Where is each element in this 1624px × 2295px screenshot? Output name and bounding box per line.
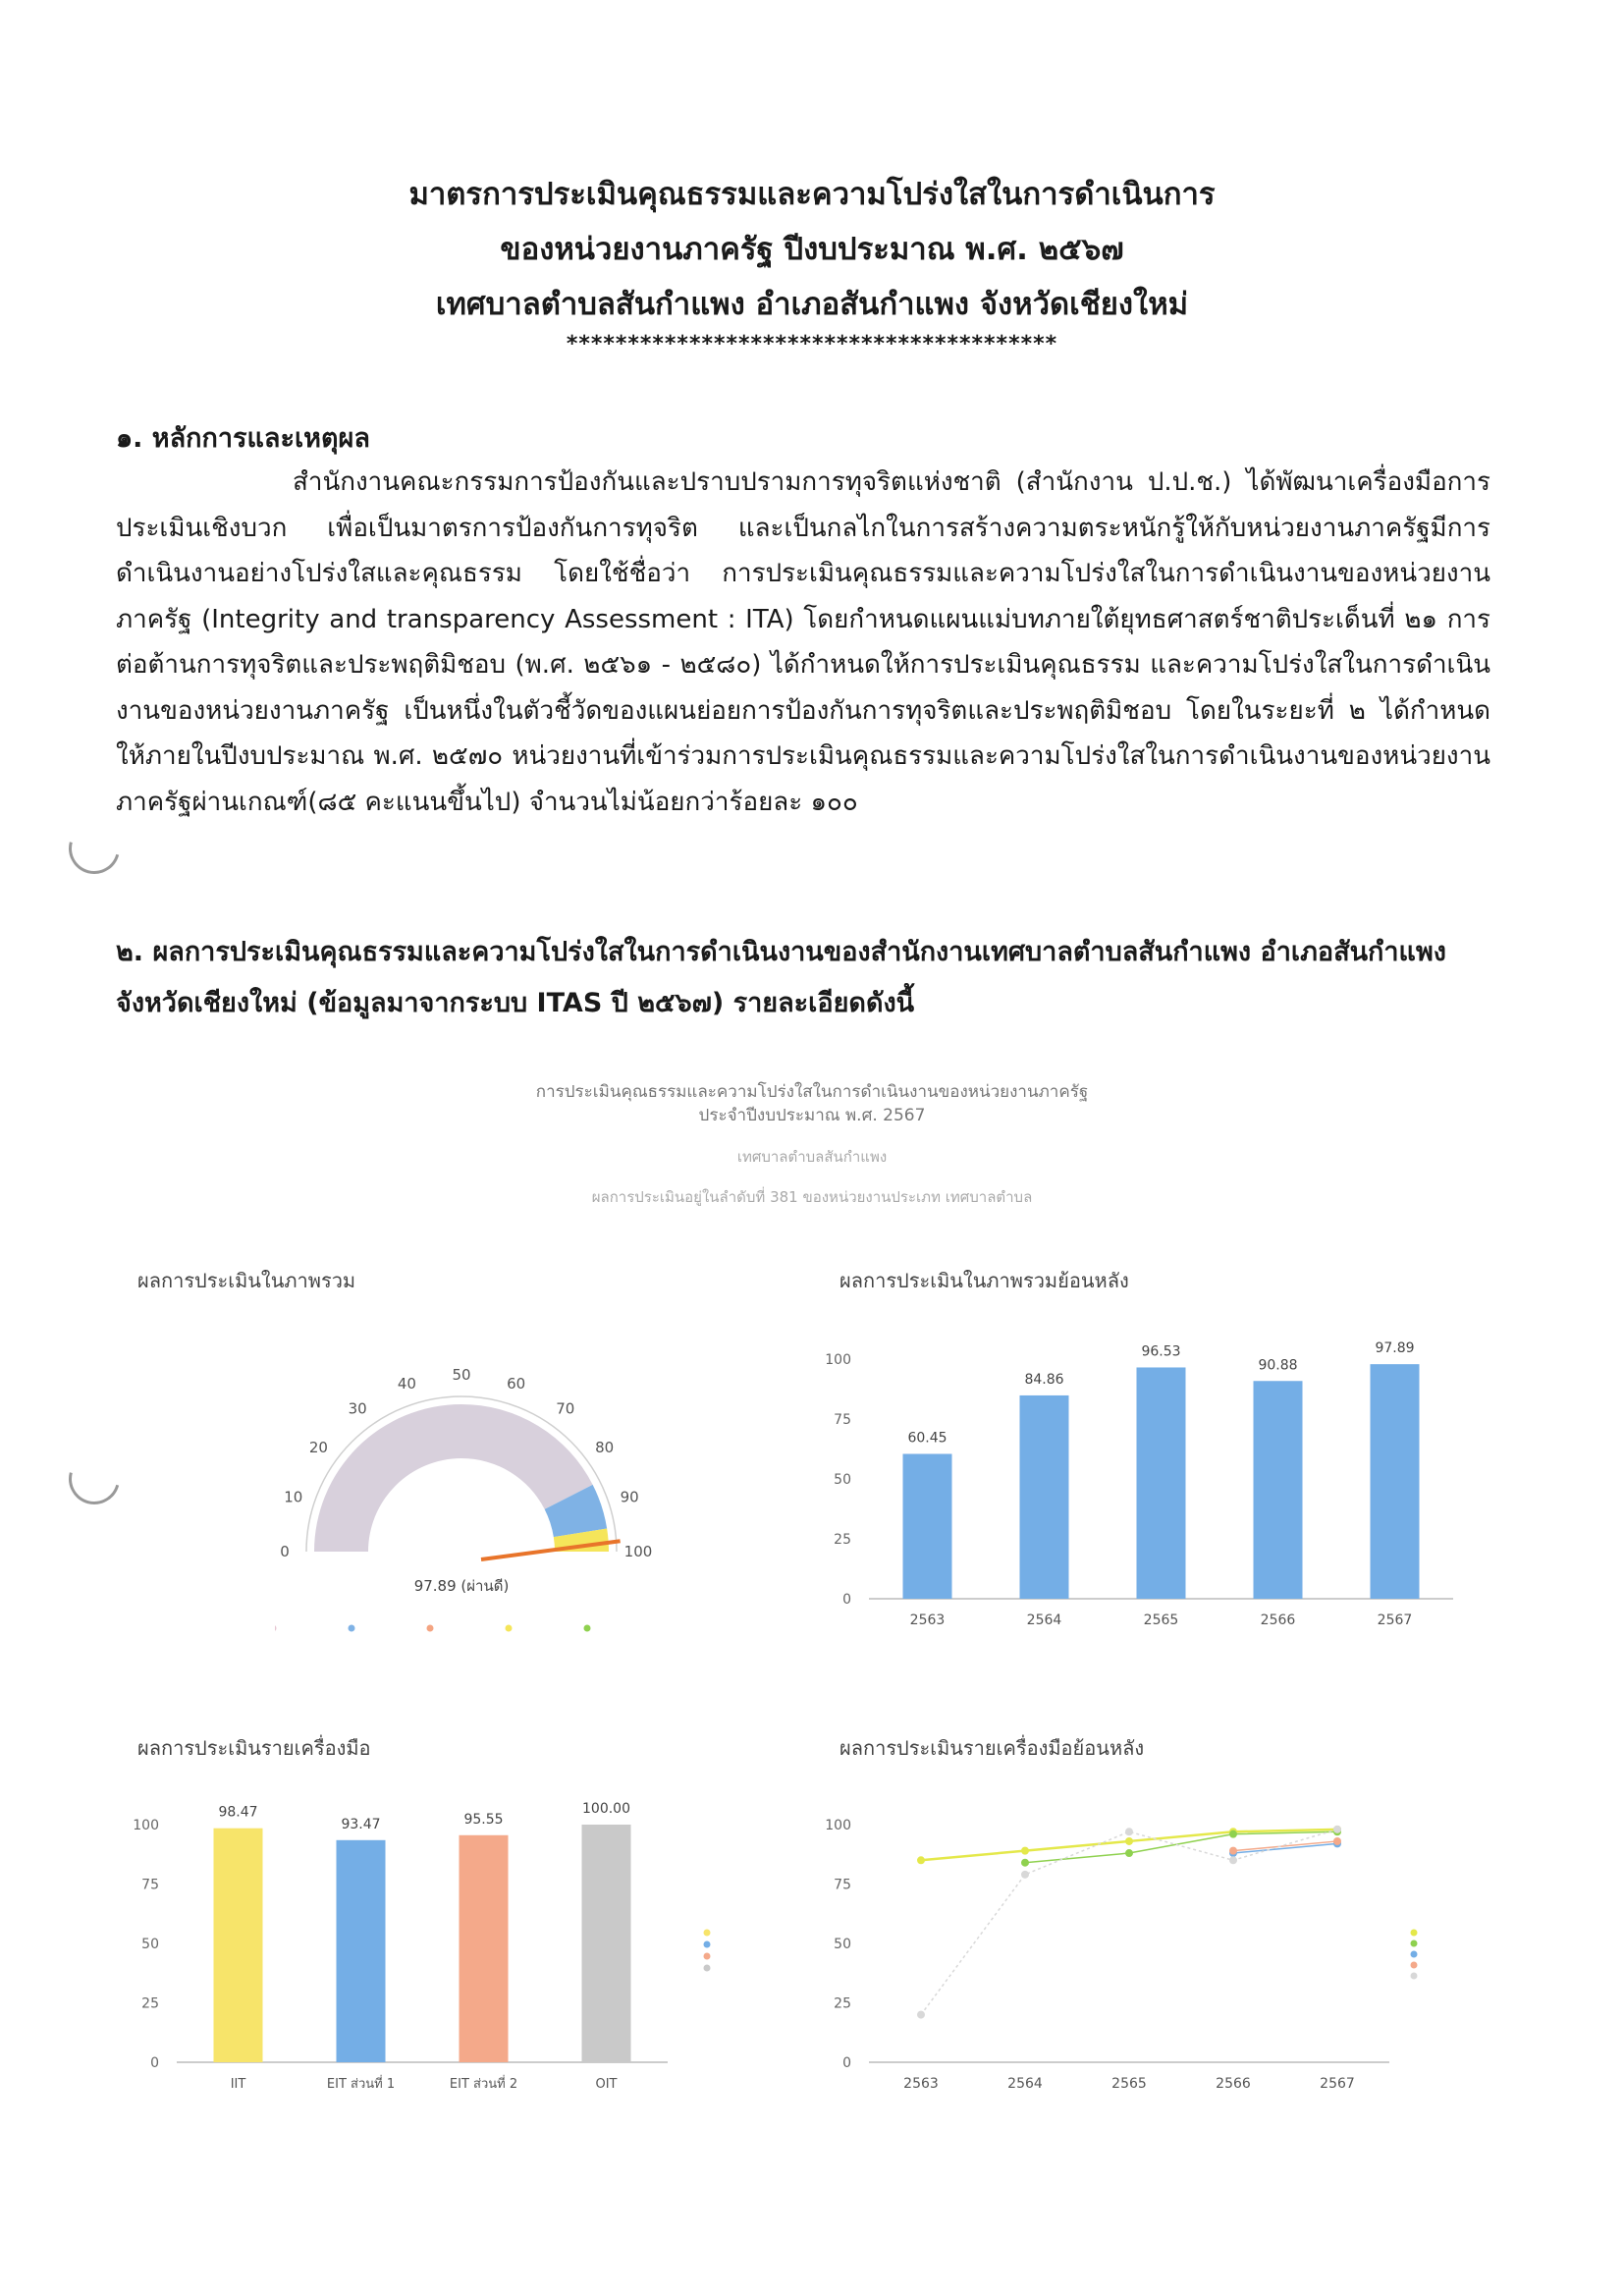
tool-bar [337, 1840, 386, 2062]
tool-line-ytick: 50 [834, 1937, 851, 1952]
tool-bar-ytick: 75 [141, 1877, 159, 1893]
tool-bar [460, 1835, 509, 2062]
history-bar-value-label: 96.53 [1141, 1343, 1181, 1360]
tool-line-point [1229, 1847, 1237, 1855]
gauge-tick-label: 80 [595, 1439, 615, 1457]
tool-line-chart [825, 1797, 1512, 2102]
tool-bar-ytick: 100 [133, 1818, 159, 1833]
tool-bar-value-label: 95.55 [463, 1811, 504, 1828]
tool-line-category-label: 2565 [1111, 2076, 1147, 2092]
history-bar-category-label: 2566 [1260, 1612, 1296, 1628]
history-bar-value-label: 84.86 [1024, 1371, 1064, 1388]
history-bar [1020, 1395, 1069, 1599]
tool-bar-value-label: 100.00 [582, 1801, 630, 1817]
gauge-tick-label: 30 [348, 1399, 367, 1418]
gauge-value-label: 97.89 (ผ่านดี) [413, 1577, 510, 1595]
history-bar [1254, 1381, 1303, 1599]
history-bar-value-label: 60.45 [907, 1430, 947, 1447]
tool-line-ytick: 0 [842, 2055, 851, 2071]
section-2-heading: ๒. ผลการประเมินคุณธรรมและความโปร่งใสในการดำเนินงานของสำนักงานเทศบาลตำบลสันกำแพง อำเภอสันกำแพง จังหวัดเชียงใหม่ (ข้อมูลมาจากระบบ ITAS ปี ๒๕๖๗) รายละเอียดดังนี้ [116, 937, 1446, 1018]
tool-bar-legend-marker [704, 1965, 711, 1972]
tool-line-point [1125, 1828, 1133, 1835]
history-bar-category-label: 2567 [1377, 1612, 1413, 1628]
tool-bar-value-label: 98.47 [218, 1804, 258, 1821]
tool-line-category-label: 2566 [1216, 2076, 1251, 2092]
gauge-tick-label: 10 [284, 1488, 303, 1506]
tool-bar-category-label: EIT ส่วนที่ 1 [326, 2077, 396, 2092]
tool-bar [214, 1829, 263, 2062]
history-bar [903, 1454, 952, 1599]
tool-line-point [1125, 1837, 1133, 1845]
gauge-tick-label: 90 [620, 1488, 639, 1506]
tool-line-series-line [1233, 1841, 1337, 1851]
tool-line-point [917, 1856, 925, 1864]
gauge-legend-marker [584, 1625, 591, 1632]
tool-bar-ytick: 50 [141, 1937, 159, 1952]
tool-line-category-label: 2567 [1320, 2076, 1355, 2092]
section-1-heading: ๑. หลักการและเหตุผล [116, 423, 370, 454]
gauge-tick-label: 60 [507, 1374, 526, 1393]
history-bar-chart [825, 1336, 1463, 1640]
history-bar-ytick: 0 [842, 1592, 851, 1608]
gauge-legend-marker [349, 1625, 355, 1632]
tool-line-point [1021, 1847, 1029, 1855]
tool-line-legend-marker [1411, 1973, 1418, 1980]
report-org-name: เทศบาลตำบลสันกำแพง [736, 1148, 888, 1166]
history-bar-value-label: 97.89 [1375, 1340, 1415, 1357]
tool-bar-category-label: EIT ส่วนที่ 2 [449, 2077, 518, 2092]
gauge-title: ผลการประเมินในภาพรวม [137, 1269, 356, 1292]
tool-bar-ytick: 0 [150, 2055, 159, 2071]
report-header-line-1: การประเมินคุณธรรมและความโปร่งใสในการดำเนินงานของหน่วยงานภาครัฐ [535, 1082, 1089, 1102]
tool-bar-chart [128, 1797, 815, 2102]
tool-line-point [1229, 1831, 1237, 1838]
tool-bar-legend-marker [704, 1953, 711, 1960]
gauge-tick-label: 100 [623, 1543, 653, 1560]
history-bar [1137, 1367, 1186, 1599]
tool-line-category-label: 2564 [1007, 2076, 1043, 2092]
tool-line-ytick: 75 [834, 1877, 851, 1893]
tool-line-category-label: 2563 [903, 2076, 939, 2092]
history-bar-ytick: 25 [834, 1532, 851, 1548]
tool-line-legend-marker [1411, 1962, 1418, 1969]
report-header-line-2: ประจำปีงบประมาณ พ.ศ. 2567 [698, 1106, 926, 1125]
tool-bar-category-label: IIT [230, 2077, 246, 2092]
tool-bar-legend-marker [704, 1941, 711, 1948]
history-bar-ytick: 100 [825, 1352, 851, 1368]
document-title [0, 167, 1624, 332]
title-separator: **************************************** [566, 332, 1058, 356]
history-bar-category-label: 2565 [1143, 1612, 1179, 1628]
gauge-legend-marker [427, 1625, 434, 1632]
gauge-legend-marker [506, 1625, 513, 1632]
tool-bar-ytick: 25 [141, 1995, 159, 2012]
tool-line-point [1021, 1859, 1029, 1867]
tool-line-point [1229, 1856, 1237, 1864]
history-bar-ytick: 50 [834, 1472, 851, 1488]
gauge-tick-label: 20 [308, 1439, 328, 1457]
section-1-body [116, 460, 1490, 825]
history-bar-category-label: 2563 [909, 1612, 946, 1628]
tool-line-point [1333, 1837, 1341, 1845]
tool-line-title: ผลการประเมินรายเครื่องมือย้อนหลัง [839, 1736, 1145, 1760]
gauge-tick-label: 40 [397, 1374, 416, 1393]
section-1-text: สำนักงานคณะกรรมการป้องกันและปราบปรามการทุจริตแห่งชาติ (สำนักงาน ป.ป.ช.) ได้พัฒนาเครื่องมือการประเมินเชิงบวก เพื่อเป็นมาตรการป้องกันการทุจริต และเป็นกลไกในการสร้างความตระหนักรู้ให้กับหน่วยงานภาครัฐมีการดำเนินงานอย่างโปร่งใสและคุณธรรม โดยใช้ชื่อว่า การประเมินคุณธรรมและความโปร่งใสในการดำเนินงานของหน่วยงานภาครัฐ (Integrity and transparency Assessment : ITA) โดยกำหนดแผนแม่บทภายใต้ยุทธศาสตร์ชาติประเด็นที่ ๒๑ การต่อต้านการทุจริตและประพฤติมิชอบ (พ.ศ. ๒๕๖๑ - ๒๕๘๐) ได้กำหนดให้การประเมินคุณธรรม และความโปร่งใสในการดำเนินงานของหน่วยงานภาครัฐ เป็นหนึ่งในตัวชี้วัดของแผนย่อยการป้องกันการทุจริตและประพฤติมิชอบ โดยในระยะที่ ๒ ได้กำหนดให้ภายในปีงบประมาณ พ.ศ. ๒๕๗๐ หน่วยงานที่เข้าร่วมการประเมินคุณธรรมและความโปร่งใสในการดำเนินงานของหน่วยงาน ภาครัฐผ่านเกณฑ์(๘๕ คะแนนขึ้นไป) จำนวนไม่น้อยกว่าร้อยละ ๑๐๐ [116, 467, 1490, 817]
tool-line-legend-marker [1411, 1940, 1418, 1947]
gauge-band [314, 1404, 461, 1552]
gauge-band [461, 1404, 593, 1509]
overall-gauge-chart [275, 1365, 668, 1640]
report-rank: ผลการประเมินอยู่ในลำดับที่ 381 ของหน่วยงานประเภท เทศบาลตำบล [591, 1188, 1033, 1206]
tool-bar-value-label: 93.47 [341, 1816, 381, 1832]
title-line-2: ของหน่วยงานภาครัฐ ปีงบประมาณ พ.ศ. ๒๕๖๗ [500, 232, 1124, 267]
tool-bar [582, 1825, 631, 2062]
tool-line-legend-marker [1411, 1930, 1418, 1937]
tool-bar-legend-marker [704, 1930, 711, 1937]
tool-line-point [1021, 1871, 1029, 1879]
tool-line-point [1333, 1826, 1341, 1833]
tool-line-ytick: 25 [834, 1995, 851, 2012]
tool-line-ytick: 100 [825, 1818, 851, 1833]
tool-line-point [1125, 1849, 1133, 1857]
title-line-1: มาตรการประเมินคุณธรรมและความโปร่งใสในการดำเนินการ [408, 177, 1216, 212]
tool-line-series-line [921, 1830, 1337, 2015]
history-bar-category-label: 2564 [1026, 1612, 1062, 1628]
tool-line-point [917, 2011, 925, 2019]
history-bar-title: ผลการประเมินในภาพรวมย้อนหลัง [839, 1269, 1129, 1292]
history-bar [1371, 1364, 1420, 1599]
gauge-tick-label: 70 [556, 1399, 575, 1418]
gauge-tick-label: 50 [452, 1366, 471, 1384]
gauge-tick-label: 0 [280, 1543, 290, 1560]
history-bar-value-label: 90.88 [1258, 1357, 1298, 1374]
title-line-3: เทศบาลตำบลสันกำแพง อำเภอสันกำแพง จังหวัดเชียงใหม่ [435, 287, 1189, 322]
punch-hole-mark [59, 1444, 129, 1513]
gauge-legend-marker [275, 1625, 277, 1632]
tool-bar-title: ผลการประเมินรายเครื่องมือ [137, 1736, 371, 1760]
history-bar-ytick: 75 [834, 1412, 851, 1428]
tool-line-legend-marker [1411, 1951, 1418, 1958]
tool-bar-category-label: OIT [595, 2077, 618, 2092]
